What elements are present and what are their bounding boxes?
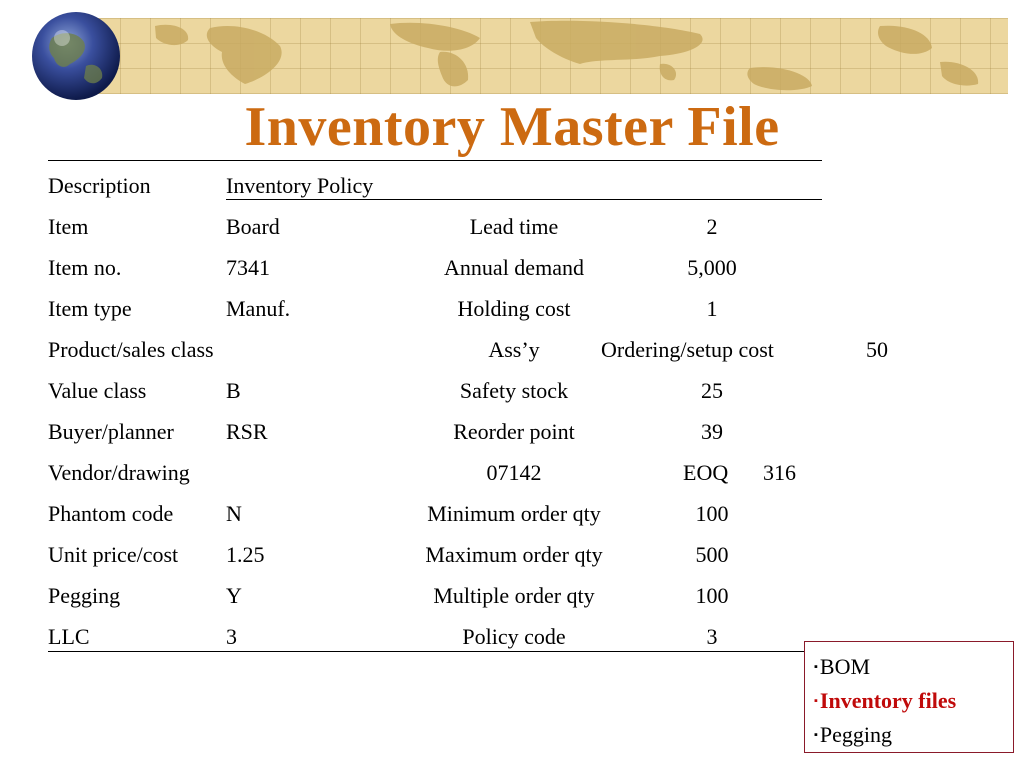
policy-label: EOQ xyxy=(683,460,729,485)
policy-value: 500 xyxy=(695,542,729,567)
globe-icon xyxy=(28,8,124,104)
header-inventory-policy: Inventory Policy xyxy=(226,173,374,198)
top-rule xyxy=(48,160,822,161)
row-value: B xyxy=(226,378,241,403)
world-map-banner xyxy=(60,18,1008,94)
policy-value: 25 xyxy=(701,378,723,403)
policy-label: Policy code xyxy=(462,624,566,649)
policy-label: Multiple order qty xyxy=(433,583,595,608)
policy-value: 39 xyxy=(701,419,723,444)
row-value: Ass’y xyxy=(488,337,540,362)
row-label: Item xyxy=(48,214,89,239)
row-label: LLC xyxy=(48,624,90,649)
policy-value: 1 xyxy=(706,296,718,321)
policy-value: 50 xyxy=(866,337,888,362)
policy-value: 100 xyxy=(695,583,729,608)
row-value: 7341 xyxy=(226,255,270,280)
row-value: Board xyxy=(226,214,280,239)
policy-label: Holding cost xyxy=(457,296,571,321)
policy-label: Maximum order qty xyxy=(425,542,603,567)
row-label: Vendor/drawing xyxy=(48,460,190,485)
policy-label: Safety stock xyxy=(459,378,569,403)
row-label: Item type xyxy=(48,296,132,321)
header-rule xyxy=(226,199,822,200)
legend-item-label: Inventory files xyxy=(819,688,957,713)
row-value: Manuf. xyxy=(226,296,291,321)
row-value: Y xyxy=(226,583,242,608)
row-value: RSR xyxy=(226,419,268,444)
square-bullet-icon: ▪ xyxy=(814,661,818,673)
policy-label: Lead time xyxy=(469,214,559,239)
square-bullet-icon: ▪ xyxy=(814,695,818,707)
row-value: 3 xyxy=(226,624,237,649)
row-label: Product/sales class xyxy=(48,337,214,362)
page-title: Inventory Master File xyxy=(244,96,780,158)
policy-label: Reorder point xyxy=(453,419,575,444)
legend-item-inventory-files[interactable] xyxy=(814,684,1013,718)
legend-item-label: Pegging xyxy=(819,722,893,747)
row-label: Buyer/planner xyxy=(48,419,174,444)
row-label: Item no. xyxy=(48,255,122,280)
topic-legend xyxy=(804,641,1014,753)
header-description: Description xyxy=(48,173,151,198)
policy-label: Ordering/setup cost xyxy=(601,337,774,362)
policy-value: 3 xyxy=(706,624,718,649)
row-label: Unit price/cost xyxy=(48,542,179,567)
policy-value: 100 xyxy=(695,501,729,526)
policy-value: 5,000 xyxy=(687,255,737,280)
world-map-icon xyxy=(60,18,1008,94)
policy-value: 316 xyxy=(763,460,796,485)
square-bullet-icon: ▪ xyxy=(814,729,818,741)
policy-label: Minimum order qty xyxy=(427,501,601,526)
row-value: 07142 xyxy=(486,460,542,485)
policy-label: Annual demand xyxy=(444,255,584,280)
bottom-rule xyxy=(48,651,804,652)
legend-item-pegging[interactable] xyxy=(814,718,1013,752)
legend-item-bom[interactable] xyxy=(814,650,1013,684)
row-value: 1.25 xyxy=(226,542,265,567)
row-label: Phantom code xyxy=(48,501,174,526)
policy-value: 2 xyxy=(706,214,718,239)
row-label: Pegging xyxy=(48,583,121,608)
legend-item-label: BOM xyxy=(819,654,871,679)
row-label: Value class xyxy=(48,378,147,403)
row-value: N xyxy=(226,501,242,526)
